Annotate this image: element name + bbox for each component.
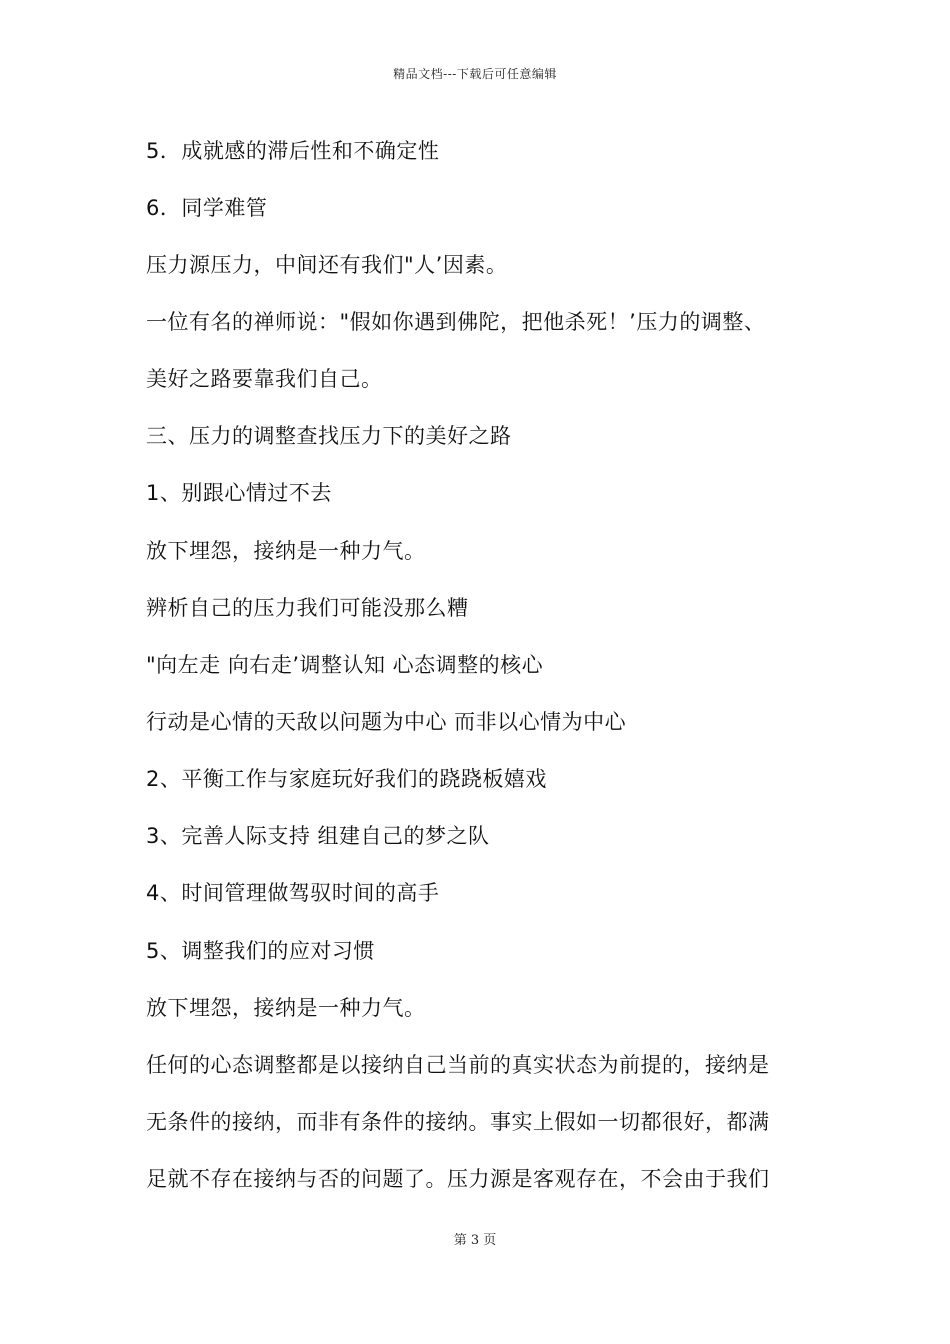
text-line-2: 6．同学难管	[146, 196, 268, 220]
text-line-5: 美好之路要靠我们自己。	[146, 367, 383, 391]
page-number: 第 3 页	[453, 1233, 497, 1248]
text-line-8: 放下埋怨，接纳是一种力气。	[146, 539, 426, 563]
text-line-17: 任何的心态调整都是以接纳自己当前的真实状态为前提的，接纳是	[146, 1053, 770, 1077]
section-heading: 三、压力的调整查找压力下的美好之路	[146, 424, 512, 448]
text-line-15: 5、调整我们的应对习惯	[146, 939, 375, 963]
text-line-18: 无条件的接纳，而非有条件的接纳。事实上假如一切都很好，都满	[146, 1110, 770, 1134]
text-line-9: 辨析自己的压力我们可能没那么糟	[146, 596, 469, 620]
text-line-7: 1、别跟心情过不去	[146, 481, 332, 505]
text-line-19: 足就不存在接纳与否的问题了。压力源是客观存在，不会由于我们	[146, 1167, 770, 1191]
text-line-14: 4、时间管理做驾驭时间的高手	[146, 881, 440, 905]
text-line-16: 放下埋怨，接纳是一种力气。	[146, 996, 426, 1020]
text-line-12: 2、平衡工作与家庭玩好我们的跷跷板嬉戏	[146, 767, 547, 791]
text-line-3: 压力源压力，中间还有我们"人’因素。	[146, 253, 508, 277]
text-line-10: "向左走 向右走’调整认知 心态调整的核心	[146, 653, 544, 677]
text-line-11: 行动是心情的天敌以问题为中心 而非以心情为中心	[146, 710, 627, 734]
text-line-13: 3、完善人际支持 组建自己的梦之队	[146, 824, 490, 848]
text-line-4: 一位有名的禅师说："假如你遇到佛陀，把他杀死！’压力的调整、	[146, 310, 766, 334]
page-header: 精品文档---下载后可任意编辑	[393, 67, 557, 81]
text-line-1: 5．成就感的滞后性和不确定性	[146, 139, 440, 163]
